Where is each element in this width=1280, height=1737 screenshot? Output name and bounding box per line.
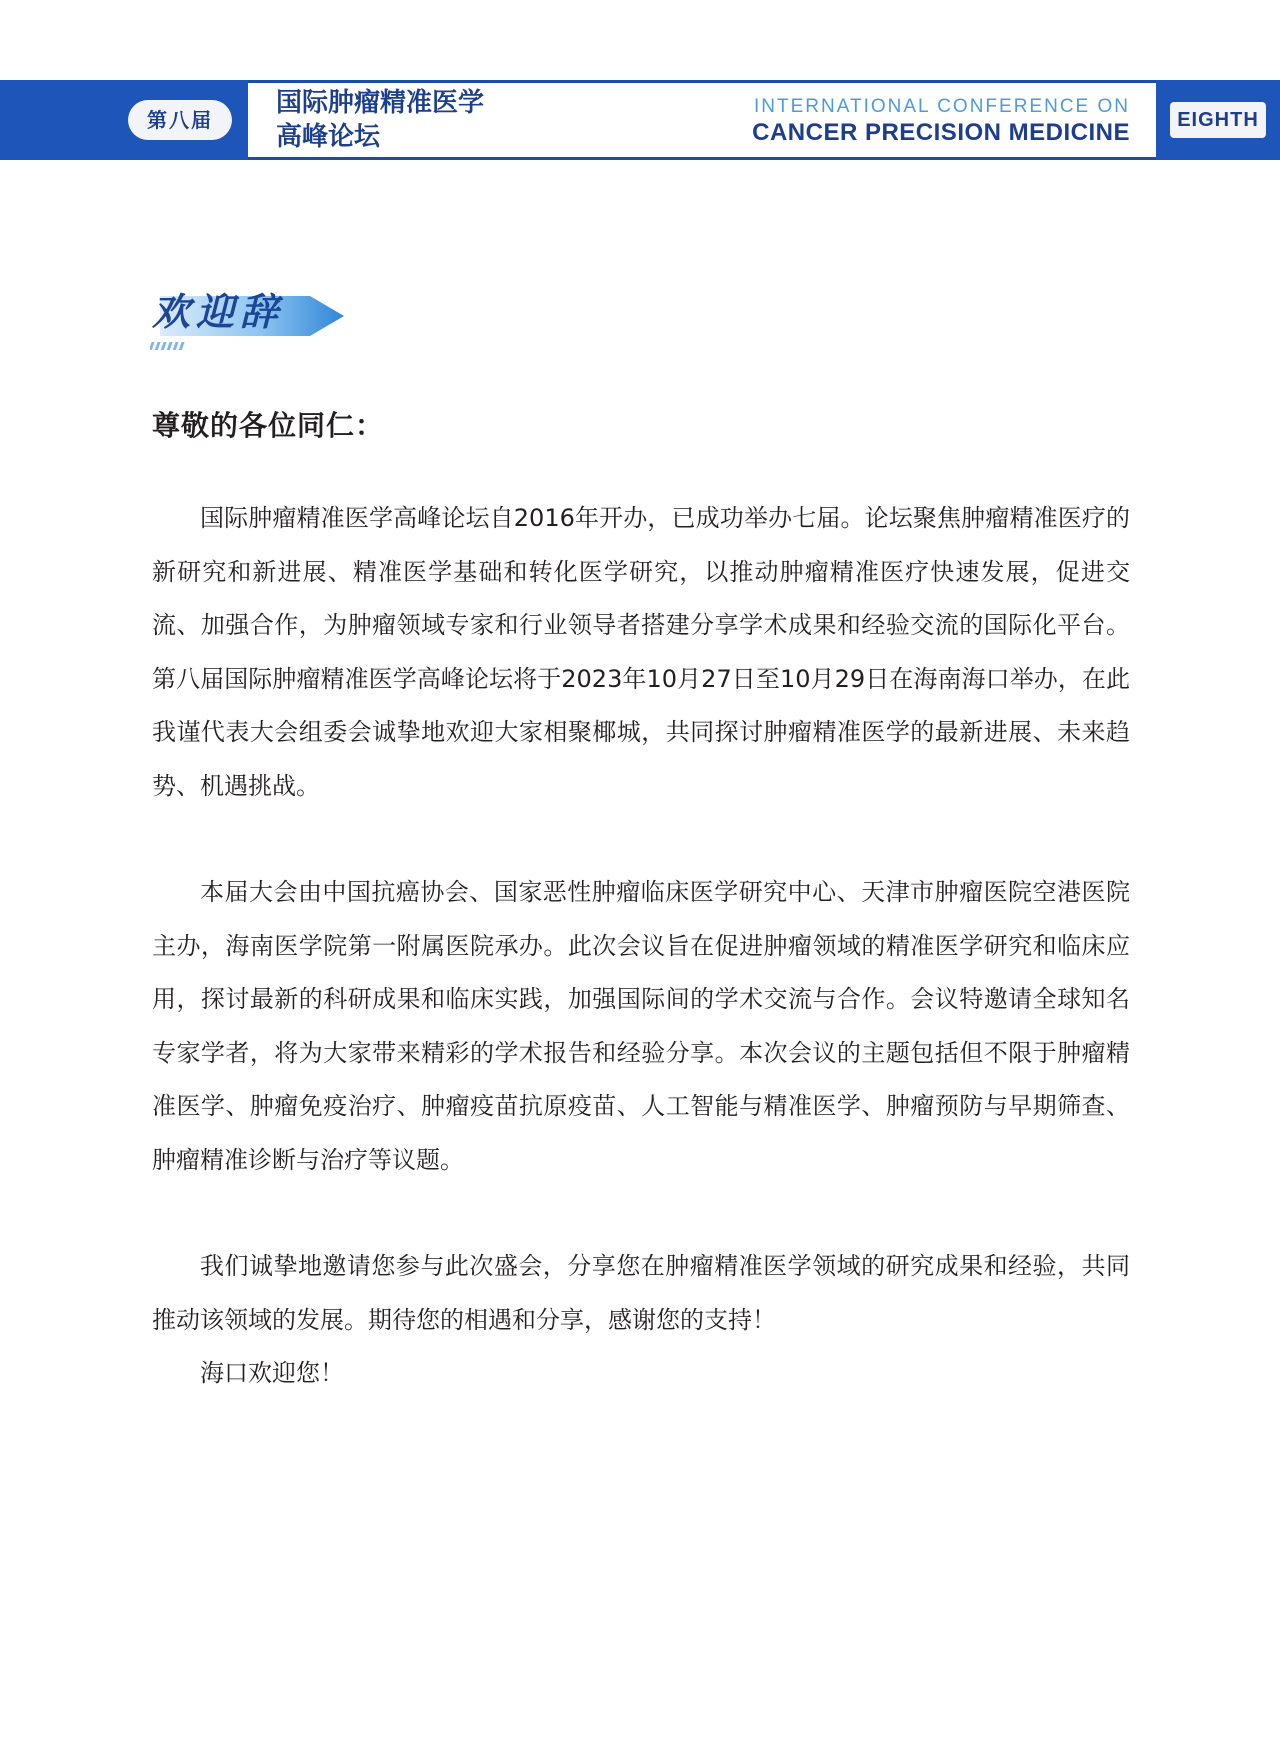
conference-title-cn-line2: 高峰论坛	[276, 122, 381, 152]
letter-paragraph: 我们诚挚地邀请您参与此次盛会，分享您在肿瘤精准医学领域的研究成果和经验，共同推动该领域的发展。期待您的相遇和分享，感谢您的支持！	[152, 1252, 1130, 1334]
conference-title-cn-line1: 国际肿瘤精准医学	[276, 88, 485, 118]
conference-title-en-line2: CANCER PRECISION MEDICINE	[752, 119, 1130, 146]
letter-body	[152, 492, 1130, 1401]
letter-paragraph: 国际肿瘤精准医学高峰论坛自2016年开办，已成功举办七届。论坛聚焦肿瘤精准医疗的新研究和新进展、精准医学基础和转化医学研究，以推动肿瘤精准医疗快速发展，促进交流、加强合作，为肿瘤领域专家和行业领导者搭建分享学术成果和经验交流的国际化平台。第八届国际肿瘤精准医学高峰论坛将于2023年10月27日至10月29日在海南海口举办，在此我谨代表大会组委会诚挚地欢迎大家相聚椰城，共同探讨肿瘤精准医学的最新进展、未来趋势、机遇挑战。	[152, 504, 1130, 800]
edition-badge-en: EIGHTH	[1170, 102, 1266, 138]
letter-paragraph: 本届大会由中国抗癌协会、国家恶性肿瘤临床医学研究中心、天津市肿瘤医院空港医院主办，海南医学院第一附属医院承办。此次会议旨在促进肿瘤领域的精准医学研究和临床应用，探讨最新的科研成果和临床实践，加强国际间的学术交流与合作。会议特邀请全球知名专家学者，将为大家带来精彩的学术报告和经验分享。本次会议的主题包括但不限于肿瘤精准医学、肿瘤免疫治疗、肿瘤疫苗抗原疫苗、人工智能与精准医学、肿瘤预防与早期筛查、肿瘤精准诊断与治疗等议题。	[152, 878, 1130, 1174]
page-header	[0, 0, 1280, 160]
edition-badge: 第八届	[128, 100, 232, 140]
section-title: 欢迎辞	[152, 290, 285, 334]
letter-salutation: 尊敬的各位同仁：	[152, 409, 385, 442]
conference-title-en	[752, 96, 1130, 148]
conference-title-en-line1: INTERNATIONAL CONFERENCE ON	[754, 96, 1130, 117]
conference-title-cn	[276, 86, 576, 154]
letter-closing: 海口欢迎您！	[200, 1359, 344, 1387]
section-heading	[150, 286, 350, 352]
